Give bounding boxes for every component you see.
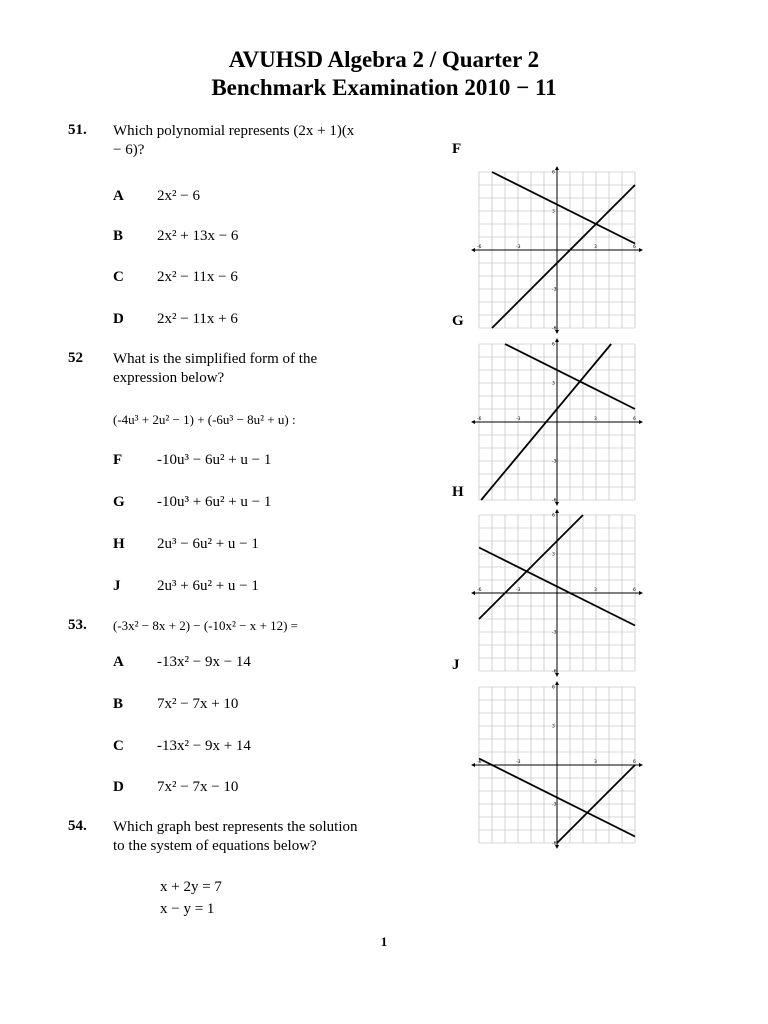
option-letter: A bbox=[113, 654, 124, 670]
x-axis-arrow bbox=[471, 763, 475, 767]
option-letter: A bbox=[113, 188, 124, 204]
option-text: 2x² − 6 bbox=[157, 188, 200, 204]
equation-2: x − y = 1 bbox=[160, 901, 215, 917]
graph-label-f: F bbox=[452, 141, 462, 157]
page-header bbox=[0, 46, 768, 102]
option-text: 2u³ + 6u² + u − 1 bbox=[157, 578, 259, 594]
y-tick-label: 3 bbox=[552, 552, 555, 558]
graph-label-h: H bbox=[452, 484, 464, 500]
x-axis-arrow bbox=[471, 591, 475, 595]
option-letter: G bbox=[113, 494, 125, 510]
x-tick-label: 6 bbox=[633, 245, 636, 250]
y-tick-label: 6 bbox=[552, 685, 555, 691]
option-letter: D bbox=[113, 311, 124, 327]
y-tick-label: 6 bbox=[552, 170, 555, 176]
x-axis-arrow bbox=[471, 420, 475, 424]
exam-subtitle: Benchmark Examination 2010 − 11 bbox=[211, 75, 557, 100]
x-tick-label: 3 bbox=[594, 588, 597, 593]
y-tick-label: -6 bbox=[552, 326, 557, 332]
y-tick-label: -3 bbox=[552, 287, 557, 293]
option-letter: B bbox=[113, 696, 124, 712]
option-letter: C bbox=[113, 738, 124, 754]
x-tick-label: 6 bbox=[633, 417, 636, 422]
graph-j bbox=[467, 679, 643, 847]
graph-g bbox=[467, 336, 643, 504]
exam-title: AVUHSD Algebra 2 / Quarter 2 bbox=[228, 47, 540, 72]
y-tick-label: 3 bbox=[552, 724, 555, 730]
option-text: 2x² + 13x − 6 bbox=[157, 228, 239, 244]
y-axis-arrow bbox=[555, 166, 559, 170]
question-text-53: (-3x² − 8x + 2) − (-10x² − x + 12) = bbox=[113, 618, 299, 633]
option-letter: F bbox=[113, 452, 123, 468]
x-tick-label: -3 bbox=[516, 760, 521, 765]
y-tick-label: -6 bbox=[552, 841, 557, 847]
y-axis-arrow bbox=[555, 338, 559, 342]
question-text-51: Which polynomial represents (2x + 1)(x − 6)? bbox=[113, 123, 355, 158]
y-tick-label: -3 bbox=[552, 802, 557, 808]
x-tick-label: -6 bbox=[477, 417, 482, 422]
y-tick-label: 3 bbox=[552, 209, 555, 215]
x-tick-label: -6 bbox=[477, 588, 482, 593]
option-text: 2u³ − 6u² + u − 1 bbox=[157, 536, 259, 552]
y-tick-label: 6 bbox=[552, 342, 555, 348]
x-tick-label: -6 bbox=[477, 245, 482, 250]
x-tick-label: -3 bbox=[516, 245, 521, 250]
y-axis-arrow bbox=[555, 509, 559, 513]
x-tick-label: -3 bbox=[516, 588, 521, 593]
x-tick-label: 3 bbox=[594, 245, 597, 250]
option-text: 2x² − 11x − 6 bbox=[157, 269, 238, 285]
graph-label-g: G bbox=[452, 313, 464, 329]
option-text: -10u³ + 6u² + u − 1 bbox=[157, 494, 272, 510]
x-tick-label: -3 bbox=[516, 417, 521, 422]
graph-label-j: J bbox=[452, 657, 460, 673]
option-letter: H bbox=[113, 536, 125, 552]
question-expression-52: (-4u³ + 2u² − 1) + (-6u³ − 8u² + u) : bbox=[113, 412, 296, 427]
x-axis-arrow bbox=[639, 248, 643, 252]
x-tick-label: 6 bbox=[633, 588, 636, 593]
question-number-51: 51. bbox=[68, 122, 87, 138]
option-text: -13x² − 9x − 14 bbox=[157, 654, 251, 670]
question-text-52: What is the simplified form of the expression below? bbox=[113, 351, 318, 386]
graph-line-1 bbox=[492, 172, 635, 244]
equation-1: x + 2y = 7 bbox=[160, 879, 222, 895]
option-letter: D bbox=[113, 779, 124, 795]
graph-h bbox=[467, 507, 643, 675]
option-text: 7x² − 7x − 10 bbox=[157, 779, 239, 795]
y-tick-label: -3 bbox=[552, 630, 557, 636]
question-number-54: 54. bbox=[68, 818, 87, 834]
x-axis-arrow bbox=[639, 591, 643, 595]
x-tick-label: -6 bbox=[477, 760, 482, 765]
option-text: 2x² − 11x + 6 bbox=[157, 311, 238, 327]
option-letter: J bbox=[113, 578, 121, 594]
y-tick-label: -3 bbox=[552, 459, 557, 465]
question-number-53: 53. bbox=[68, 617, 87, 633]
graph-line-2 bbox=[492, 185, 635, 328]
option-letter: B bbox=[113, 228, 124, 244]
option-text: -10u³ − 6u² + u − 1 bbox=[157, 452, 272, 468]
question-text-54: Which graph best represents the solution to the system of equations below? bbox=[113, 819, 358, 854]
option-text: 7x² − 7x + 10 bbox=[157, 696, 239, 712]
option-letter: C bbox=[113, 269, 124, 285]
y-tick-label: 3 bbox=[552, 381, 555, 387]
graph-f bbox=[467, 164, 643, 332]
option-text: -13x² − 9x + 14 bbox=[157, 738, 251, 754]
y-tick-label: -6 bbox=[552, 669, 557, 675]
page-number: 1 bbox=[380, 934, 388, 949]
x-axis-arrow bbox=[471, 248, 475, 252]
y-tick-label: -6 bbox=[552, 498, 557, 504]
y-tick-label: 6 bbox=[552, 513, 555, 519]
question-number-52: 52 bbox=[68, 350, 83, 366]
x-tick-label: 3 bbox=[594, 760, 597, 765]
x-axis-arrow bbox=[639, 420, 643, 424]
x-tick-label: 3 bbox=[594, 417, 597, 422]
x-tick-label: 6 bbox=[633, 760, 636, 765]
y-axis-arrow bbox=[555, 681, 559, 685]
x-axis-arrow bbox=[639, 763, 643, 767]
